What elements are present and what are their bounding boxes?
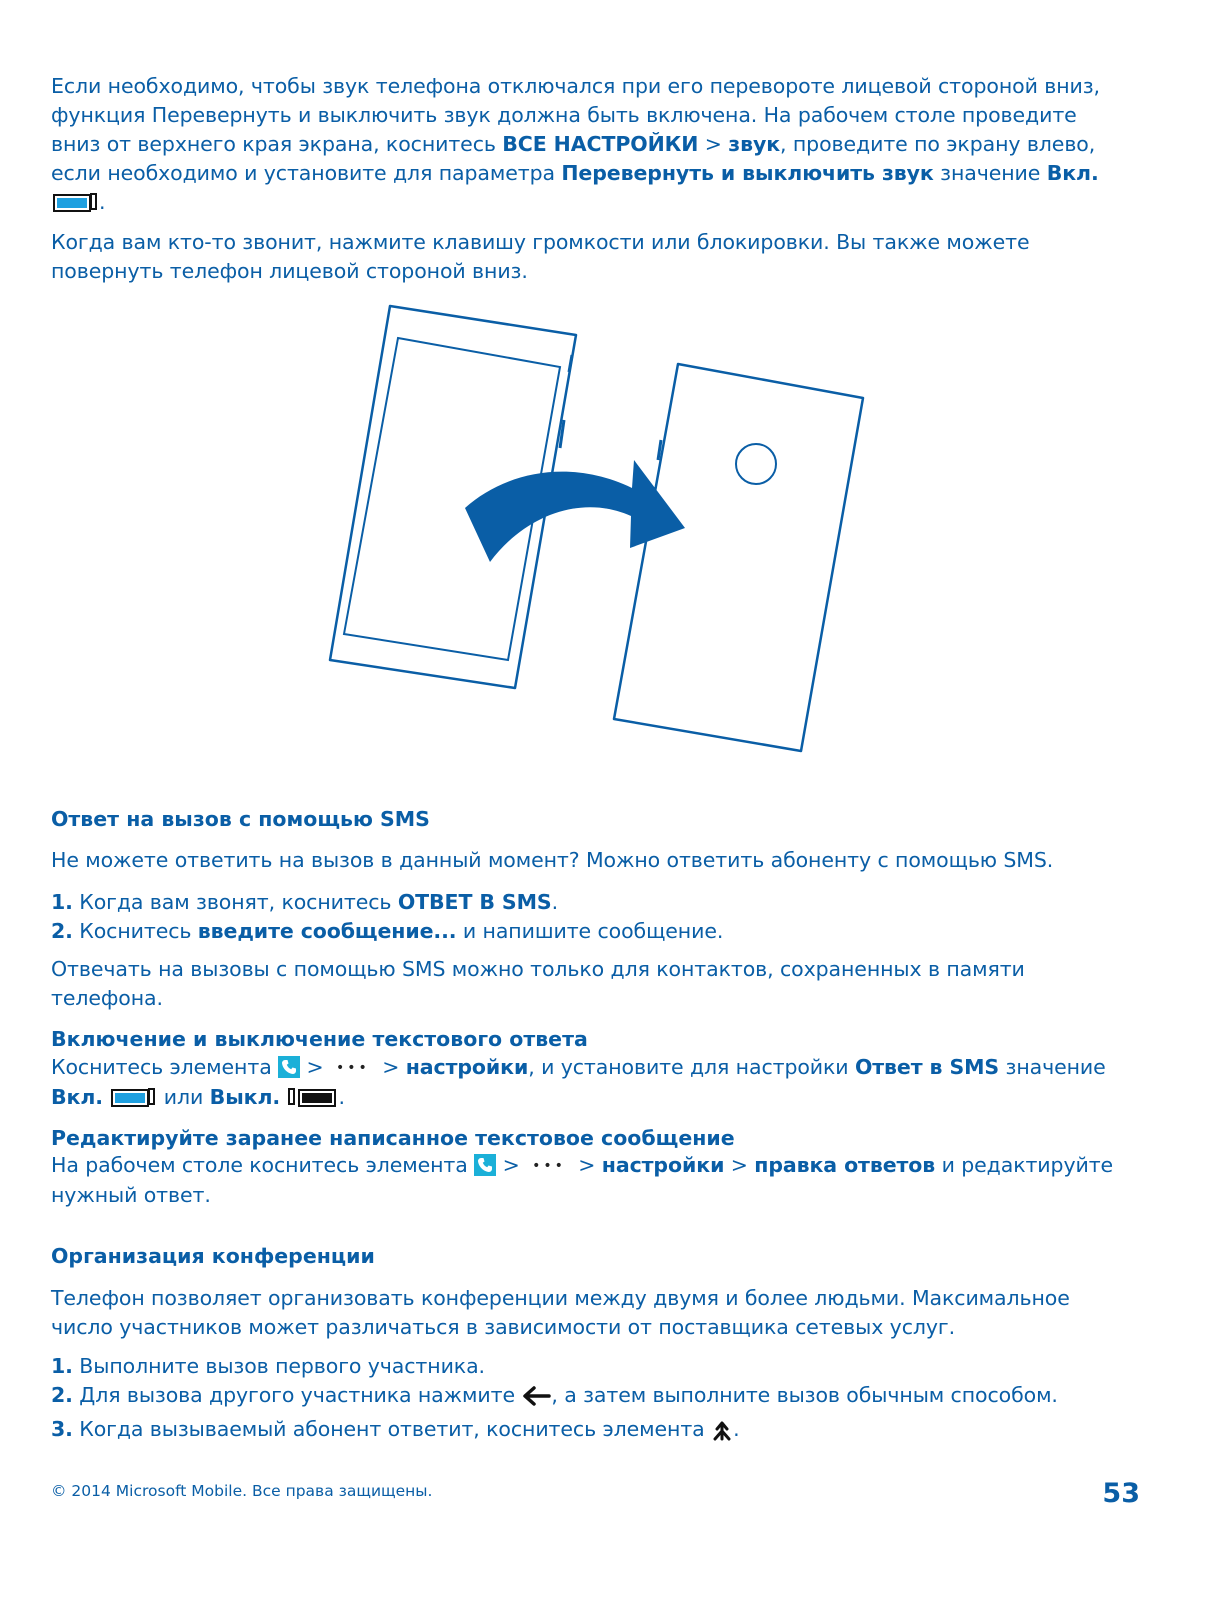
settings-label: настройки <box>405 1055 529 1079</box>
sms-intro: Не можете ответить на вызов в данный момент? Можно ответить абоненту с помощью SMS. <box>51 848 1054 872</box>
flip-silence-setting-label: Перевернуть и выключить звук <box>561 161 934 185</box>
sms-steps <box>51 888 1171 946</box>
sms-reply-heading: Ответ на вызов с помощью SMS <box>51 807 430 831</box>
toggle-text-reply-body: Коснитесь элемента > ••• > настройки, и установите для настройки Ответ в SMS значение Вкл. или Выкл. . <box>51 1055 1106 1109</box>
toggle-text-reply-heading: Включение и выключение текстового ответа <box>51 1027 588 1051</box>
on-label: Вкл. <box>1046 161 1099 185</box>
reply-sms-setting-label: Ответ в SMS <box>854 1055 1000 1079</box>
all-settings-label: ВСЕ НАСТРОЙКИ <box>502 132 699 156</box>
toggle-on-icon <box>111 1088 155 1107</box>
phone-icon <box>278 1056 300 1078</box>
toggle-off-icon <box>288 1088 336 1107</box>
edit-reply-body: На рабочем столе коснитесь элемента > ••• > настройки > правка ответов и редактируйте нужный ответ. <box>51 1153 1114 1207</box>
list-item: 2. Коснитесь введите сообщение... и напишите сообщение. <box>51 919 724 943</box>
phone-icon <box>474 1154 496 1176</box>
list-item: 2. Для вызова другого участника нажмите , а затем выполните вызов обычным способом. <box>51 1381 1171 1415</box>
list-item: 1. Когда вам звонят, коснитесь ОТВЕТ В SMS. <box>51 890 558 914</box>
toggle-on-icon <box>53 193 97 212</box>
flip-to-silence-paragraph: Если необходимо, чтобы звук телефона отключался при его перевороте лицевой стороной вниз, функция Перевернуть и выключить звук должна быть включена. На рабочем столе проведите вниз от верхнего края экрана, коснитесь ВСЕ НАСТРОЙКИ > звук, проведите по экрану влево, если необходимо и установите для параметра Перевернуть и выключить звук значение Вкл. . <box>51 74 1100 214</box>
copyright-footer: © 2014 Microsoft Mobile. Все права защищены. <box>51 1482 433 1500</box>
page-number: 53 <box>1102 1478 1140 1509</box>
merge-calls-icon <box>711 1417 733 1449</box>
phone-back-icon <box>614 364 863 751</box>
flip-phone-illustration <box>320 300 880 760</box>
settings-label: настройки <box>601 1153 725 1177</box>
incoming-call-paragraph: Когда вам кто-то звонит, нажмите клавишу громкости или блокировки. Вы также можете повернуть телефон лицевой стороной вниз. <box>51 230 1030 283</box>
reply-sms-label: ОТВЕТ В SMS <box>397 890 552 914</box>
add-call-arrow-icon <box>521 1385 551 1415</box>
edit-reply-heading: Редактируйте заранее написанное текстовое сообщение <box>51 1126 735 1150</box>
list-item: 3. Когда вызываемый абонент ответит, коснитесь элемента . <box>51 1415 1171 1449</box>
more-icon: ••• <box>532 1158 566 1174</box>
sms-note: Отвечать на вызовы с помощью SMS можно только для контактов, сохраненных в памяти телефона. <box>51 957 1025 1010</box>
more-icon: ••• <box>336 1060 370 1076</box>
conference-heading: Организация конференции <box>51 1244 375 1268</box>
conference-steps <box>51 1352 1171 1449</box>
list-item: 1. Выполните вызов первого участника. <box>51 1354 485 1378</box>
conference-intro: Телефон позволяет организовать конференции между двумя и более людьми. Максимальное число участников может различаться в зависимости от поставщика сетевых услуг. <box>51 1286 1070 1339</box>
edit-replies-label: правка ответов <box>754 1153 936 1177</box>
type-message-label: введите сообщение... <box>197 919 457 943</box>
sound-label: звук <box>728 132 781 156</box>
